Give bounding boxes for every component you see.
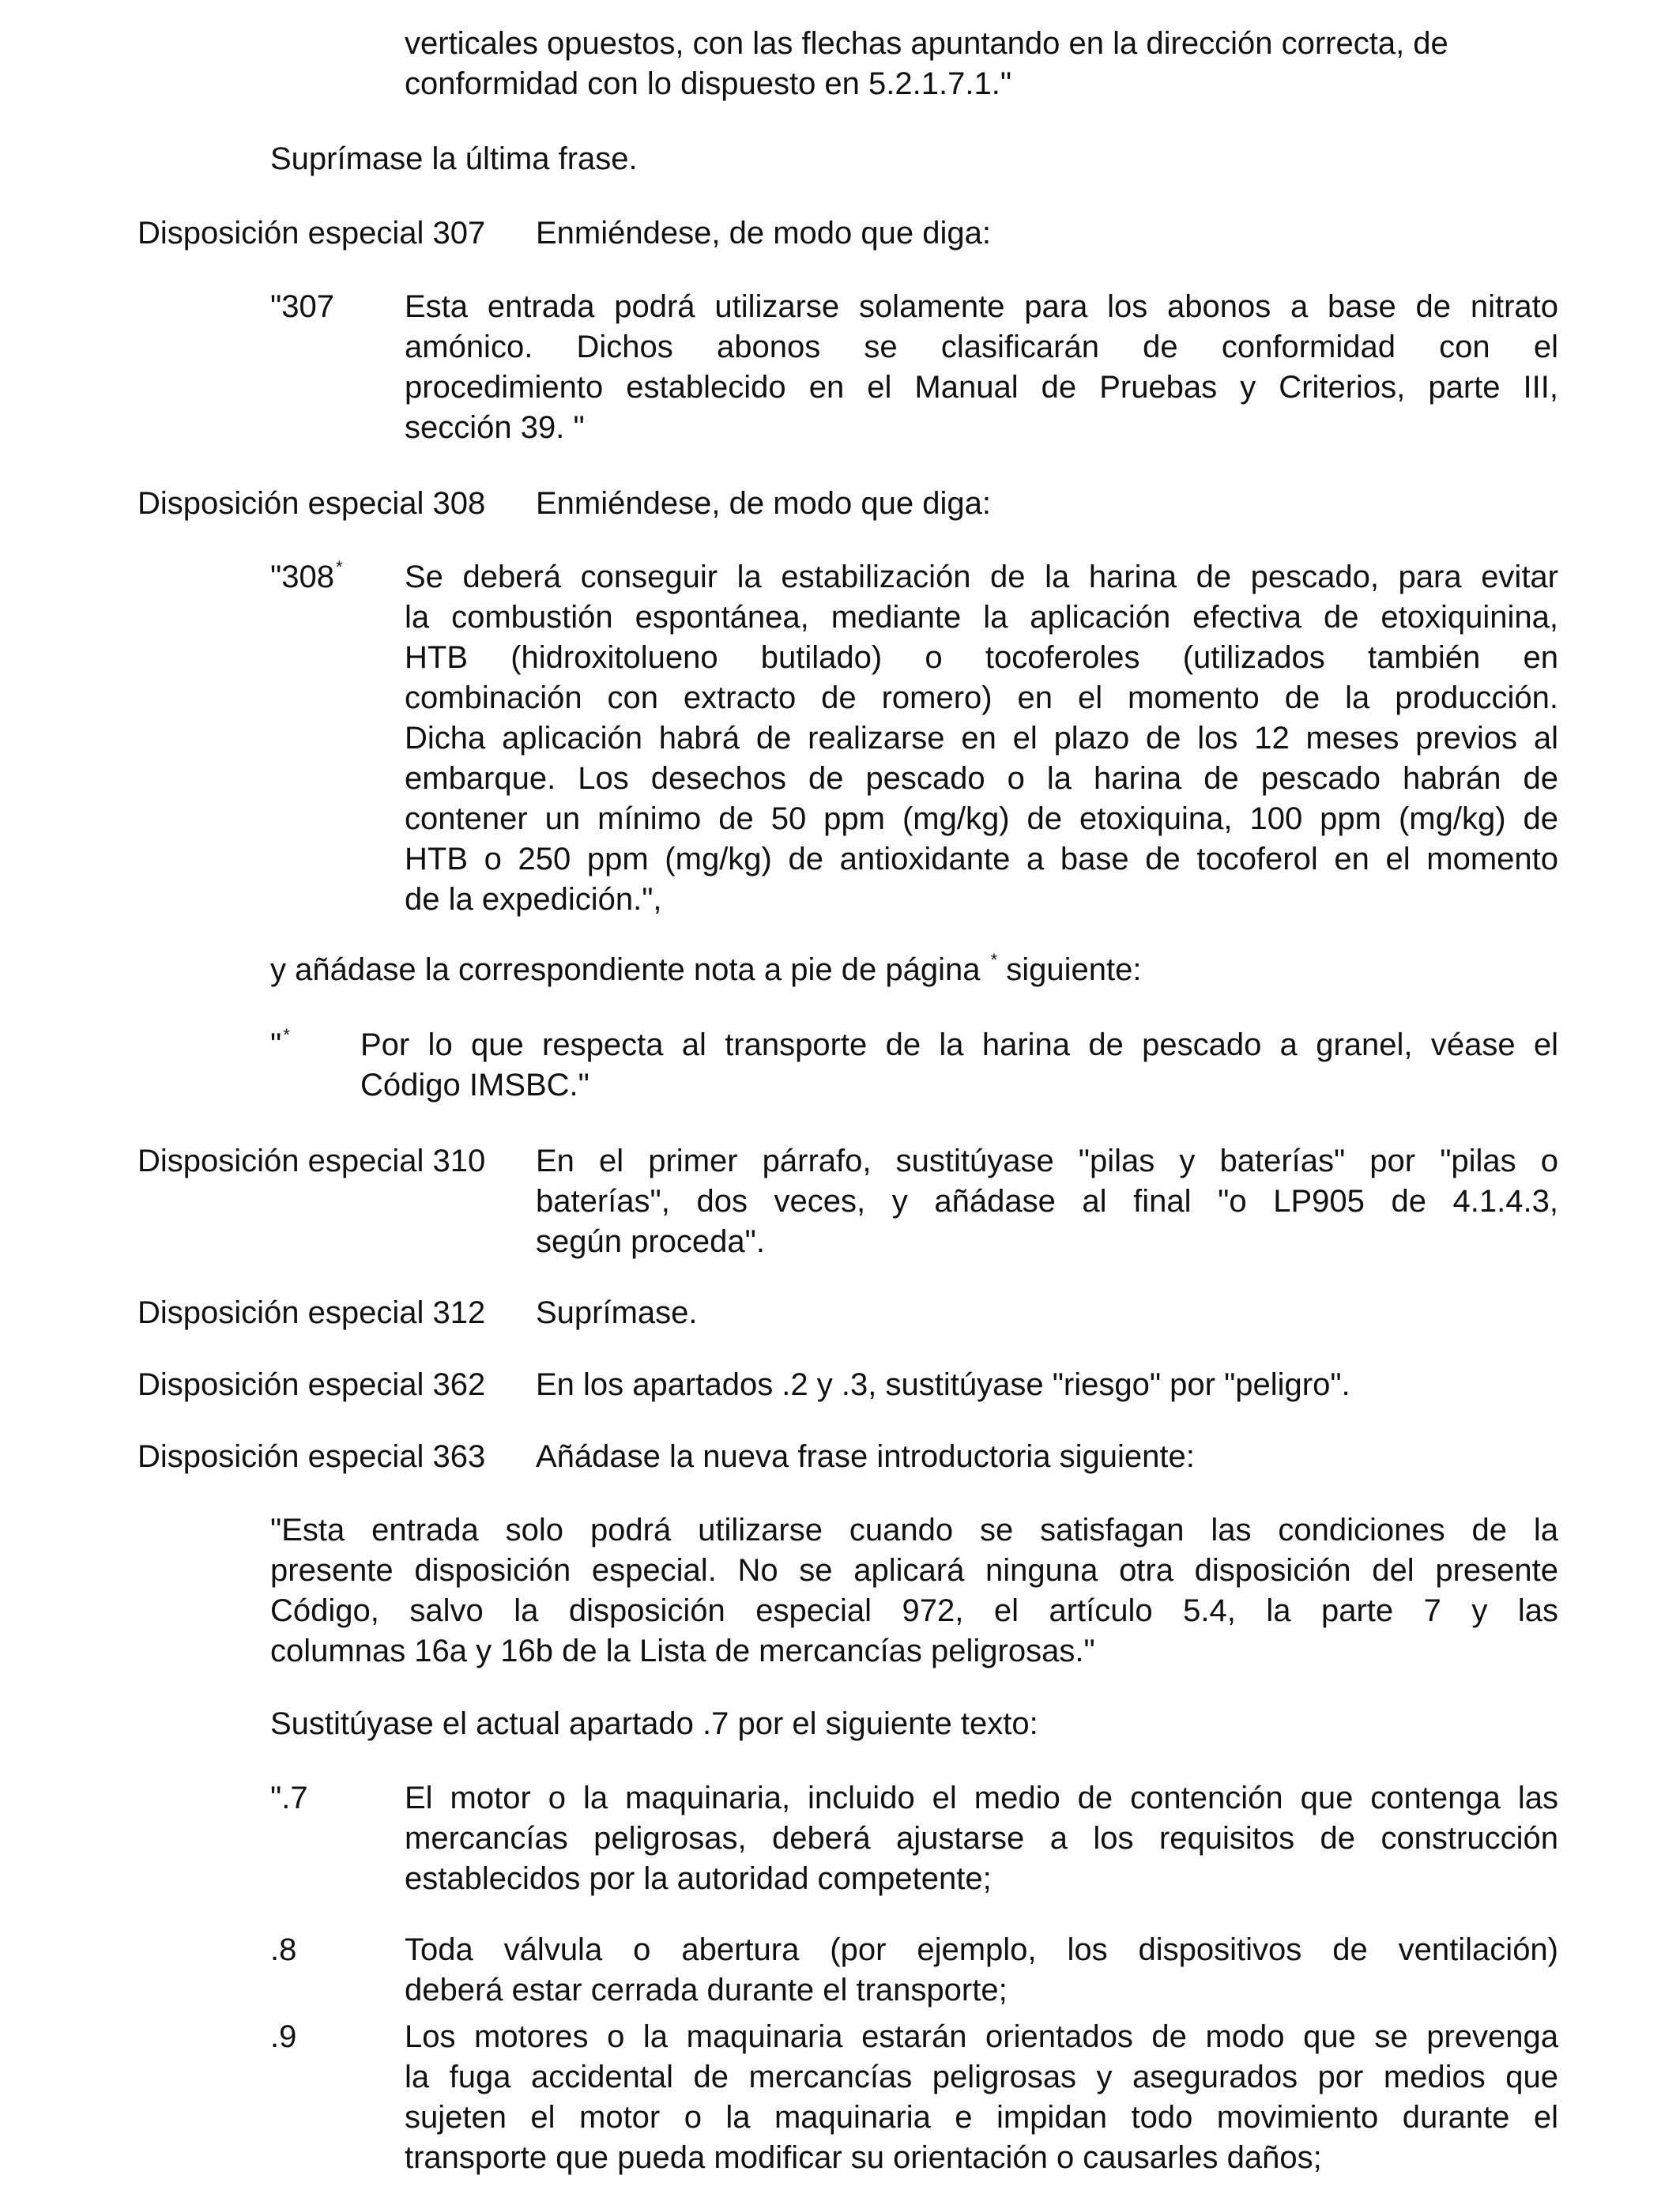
sp363-heading: Disposición especial 363 [137,1439,486,1474]
item-label: .8 [270,1932,297,1967]
text-line: El motor o la maquinaria, incluido el medio de contención que contenga las [405,1781,1558,1815]
text-line: según proceda". [536,1224,765,1259]
text-line: embarque. Los desechos de pescado o la harina de pescado habrán de [405,761,1558,796]
item-label: ".7 [270,1781,308,1815]
text-line: Se deberá conseguir la estabilización de la harina de pescado, para evitar [405,560,1558,594]
text-line: Código, salvo la disposición especial 972, el artículo 5.4, la parte 7 y las [270,1593,1558,1628]
sp363-replace-instruction: Sustitúyase el actual apartado .7 por el siguiente texto: [270,1706,1038,1741]
sp310-heading: Disposición especial 310 [137,1144,486,1178]
text-line: Código IMSBC." [360,1068,590,1103]
text-line: transporte que pueda modificar su orientación o causarles daños; [405,2140,1322,2175]
sp308-footnote-intro [270,950,1142,994]
sp362-text: En los apartados .2 y .3, sustitúyase "riesgo" por "peligro". [536,1367,1350,1402]
text-line: establecidos por la autoridad competente; [405,1861,992,1896]
text-line: baterías", dos veces, y añádase al final "o LP905 de 4.1.4.3, [536,1184,1558,1219]
text-line: contener un mínimo de 50 ppm (mg/kg) de etoxiquina, 100 ppm (mg/kg) de [405,801,1558,836]
text-run: siguiente: [997,952,1142,987]
text-line: verticales opuestos, con las flechas apuntando en la dirección correcta, de [405,26,1448,61]
text-line: la combustión espontánea, mediante la aplicación efectiva de etoxiquinina, [405,600,1558,635]
sp308-footnote-label [270,1025,290,1069]
text-line: mercancías peligrosas, deberá ajustarse a los requisitos de construcción [405,1821,1558,1856]
text-line: la fuga accidental de mercancías peligrosas y asegurados por medios que [405,2060,1558,2094]
sp307-instruction: Enmiéndese, de modo que diga: [536,216,991,251]
footnote-marker: * [990,950,998,970]
text-line: combinación con extracto de romero) en el momento de la producción. [405,680,1558,715]
sp312-text: Suprímase. [536,1295,698,1330]
sp308-heading: Disposición especial 308 [137,486,486,521]
sp307-label: "307 [270,289,334,324]
sp308-label [270,557,343,601]
text-line: Los motores o la maquinaria estarán orientados de modo que se prevenga [405,2019,1558,2054]
text-line: Toda válvula o abertura (por ejemplo, los dispositivos de ventilación) [405,1932,1558,1967]
text-line: amónico. Dichos abonos se clasificarán de conformidad con el [405,330,1558,364]
text-line: "Esta entrada solo podrá utilizarse cuando se satisfagan las condiciones de la [270,1513,1558,1547]
text-line: HTB (hidroxitolueno butilado) o tocoferoles (utilizados también en [405,640,1558,675]
text-run: y añádase la correspondiente nota a pie de página [270,952,981,987]
text-line: procedimiento establecido en el Manual de Pruebas y Criterios, parte III, [405,370,1558,405]
text-line: HTB o 250 ppm (mg/kg) de antioxidante a base de tocoferol en el momento [405,842,1558,876]
sp308-label-text: "308 [270,560,334,594]
footnote-marker: * [283,1025,290,1045]
text-line: conformidad con lo dispuesto en 5.2.1.7.1." [405,66,1012,101]
text-line: sección 39. " [405,410,585,445]
text-line: presente disposición especial. No se aplicará ninguna otra disposición del presente [270,1553,1558,1588]
text-line: columnas 16a y 16b de la Lista de mercancías peligrosas." [270,1634,1095,1668]
sp312-heading: Disposición especial 312 [137,1295,486,1330]
text-line: deberá estar cerrada durante el transporte; [405,1973,1008,2007]
item-label: .9 [270,2019,297,2054]
text-run: " [270,1027,282,1062]
text-line: Esta entrada podrá utilizarse solamente para los abonos a base de nitrato [405,289,1558,324]
text-line: de la expedición.", [405,882,662,917]
footnote-marker: * [335,557,343,577]
sp307-heading: Disposición especial 307 [137,216,486,251]
text-line: Por lo que respecta al transporte de la harina de pescado a granel, véase el [360,1027,1558,1062]
text-line: sujeten el motor o la maquinaria e impidan todo movimiento durante el [405,2100,1558,2135]
delete-last-sentence: Suprímase la última frase. [270,141,638,176]
text-line: Dicha aplicación habrá de realizarse en el plazo de los 12 meses previos al [405,721,1558,756]
sp308-instruction: Enmiéndese, de modo que diga: [536,486,991,521]
text-line: En el primer párrafo, sustitúyase "pilas y baterías" por "pilas o [536,1144,1558,1178]
sp363-instruction: Añádase la nueva frase introductoria siguiente: [536,1439,1195,1474]
sp362-heading: Disposición especial 362 [137,1367,486,1402]
